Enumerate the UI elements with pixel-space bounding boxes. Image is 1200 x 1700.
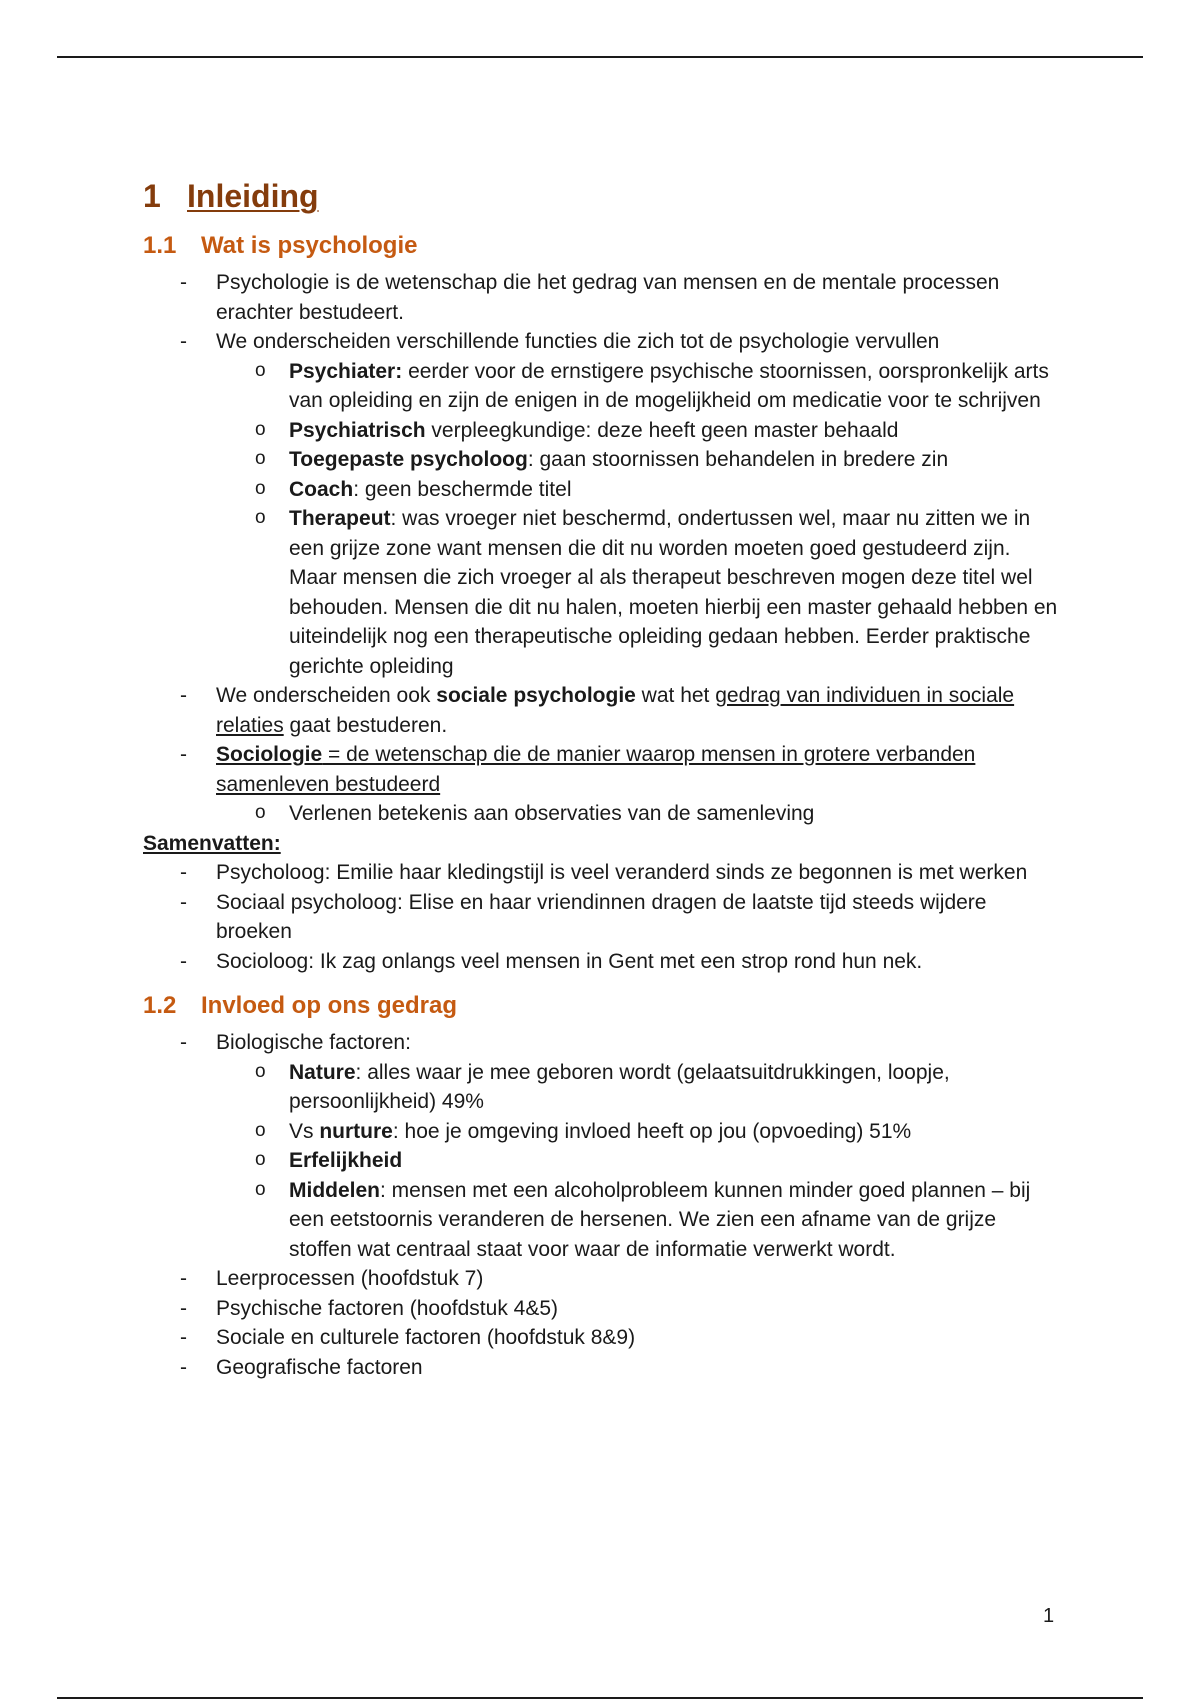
list-item: - We onderscheiden verschillende functies die zich tot de psychologie vervullen o Psychiater: eerder voor de ernstigere psychische stoornissen, oorspronkelijk arts van opleiding en zijn de enigen in de mogelijkheid om medicatie voor te schrijven o Psychiatrisch verpleegkundige: deze heeft geen master behaald o Toegepaste psycholoog: gaan stoornissen behandelen in bredere zin o Coach: geen beschermde titel o Therapeut: was vroeger niet beschermd, ondertussen wel, maar nu zitten we in een grijze zone want mensen die dit nu worden moeten goed gestudeerd zijn. Maar mensen die zich vroeger al als therapeut beschreven mogen deze titel wel behouden. Mensen die dit nu halen, moeten hierbij een master gehaald hebben en uiteindelijk nog een therapeutische opleiding gedaan hebben. Eerder praktische gerichte opleiding [143, 327, 1063, 681]
bio-factors-list [216, 1058, 1063, 1265]
functions-list [216, 357, 1063, 682]
list-item: o Nature: alles waar je mee geboren wordt (gelaatsuitdrukkingen, loopje, persoonlijkheid) 49% [216, 1058, 1063, 1117]
list-item: o Therapeut: was vroeger niet beschermd, ondertussen wel, maar nu zitten we in een grijze zone want mensen die dit nu worden moeten goed gestudeerd zijn. Maar mensen die zich vroeger al als therapeut beschreven mogen deze titel wel behouden. Mensen die dit nu halen, moeten hierbij een master gehaald hebben en uiteindelijk nog een therapeutische opleiding gedaan hebben. Eerder praktische gerichte opleiding [216, 504, 1063, 681]
list-item: - Leerprocessen (hoofdstuk 7) [143, 1264, 1063, 1294]
section-number: 1.2 [143, 992, 177, 1019]
list-item: - Socioloog: Ik zag onlangs veel mensen in Gent met een strop rond hun nek. [143, 947, 1063, 977]
section-number: 1.1 [143, 232, 177, 259]
list-item: - Geografische factoren [143, 1353, 1063, 1383]
list-item: - Psychische factoren (hoofdstuk 4&5) [143, 1294, 1063, 1324]
summary-label: Samenvatten: [143, 831, 281, 855]
heading-wat-is-psychologie [143, 230, 1063, 262]
heading-title: Inleiding [187, 178, 319, 214]
list-item: o Verlenen betekenis aan observaties van de samenleving [216, 799, 1063, 829]
list-item: o Erfelijkheid [216, 1146, 1063, 1176]
list-item: o Coach: geen beschermde titel [216, 475, 1063, 505]
page-number: 1 [1043, 1605, 1055, 1627]
list-item: o Toegepaste psycholoog: gaan stoornissen behandelen in bredere zin [216, 445, 1063, 475]
list-item: - Sociale en culturele factoren (hoofdstuk 8&9) [143, 1323, 1063, 1353]
section2-list [143, 1028, 1063, 1382]
list-item: o Psychiatrisch verpleegkundige: deze heeft geen master behaald [216, 416, 1063, 446]
heading-inleiding [143, 176, 1063, 216]
footer-rule [57, 1697, 1143, 1699]
list-item: - Sociologie = de wetenschap die de manier waarop mensen in grotere verbanden samenleven bestudeerd o Verlenen betekenis aan observaties van de samenleving [143, 740, 1063, 829]
list-item: o Middelen: mensen met een alcoholprobleem kunnen minder goed plannen – bij een eetstoornis veranderen de hersenen. We zien een afname van de grijze stoffen wat centraal staat voor waar de informatie verwerkt wordt. [216, 1176, 1063, 1265]
sociology-sublist [216, 799, 1063, 829]
summary-list [143, 858, 1063, 976]
header-rule [57, 56, 1143, 58]
list-item: o Vs nurture: hoe je omgeving invloed heeft op jou (opvoeding) 51% [216, 1117, 1063, 1147]
section-title: Invloed op ons gedrag [201, 992, 458, 1019]
list-item: - We onderscheiden ook sociale psychologie wat het gedrag van individuen in sociale relaties gaat bestuderen. [143, 681, 1063, 740]
list-item: - Psycholoog: Emilie haar kledingstijl is veel veranderd sinds ze begonnen is met werken [143, 858, 1063, 888]
list-item: o Psychiater: eerder voor de ernstigere psychische stoornissen, oorspronkelijk arts van opleiding en zijn de enigen in de mogelijkheid om medicatie voor te schrijven [216, 357, 1063, 416]
list-item: - Sociaal psycholoog: Elise en haar vriendinnen dragen de laatste tijd steeds wijdere broeken [143, 888, 1063, 947]
list-item: - Biologische factoren: o Nature: alles waar je mee geboren wordt (gelaatsuitdrukkingen, loopje, persoonlijkheid) 49% o Vs nurture: hoe je omgeving invloed heeft op jou (opvoeding) 51% o Erfelijkheid o Middelen: mensen met een alcoholprobleem kunnen minder goed plannen – bij een eetstoornis veranderen de hersenen. We zien een afname van de grijze stoffen wat centraal staat voor waar de informatie verwerkt wordt. [143, 1028, 1063, 1264]
list-item: - Psychologie is de wetenschap die het gedrag van mensen en de mentale processen erachter bestudeert. [143, 268, 1063, 327]
heading-number: 1 [143, 178, 161, 214]
section1-list [143, 268, 1063, 829]
page-content [143, 176, 1063, 1382]
heading-invloed-op-ons-gedrag [143, 990, 1063, 1022]
section-title: Wat is psychologie [201, 232, 418, 259]
